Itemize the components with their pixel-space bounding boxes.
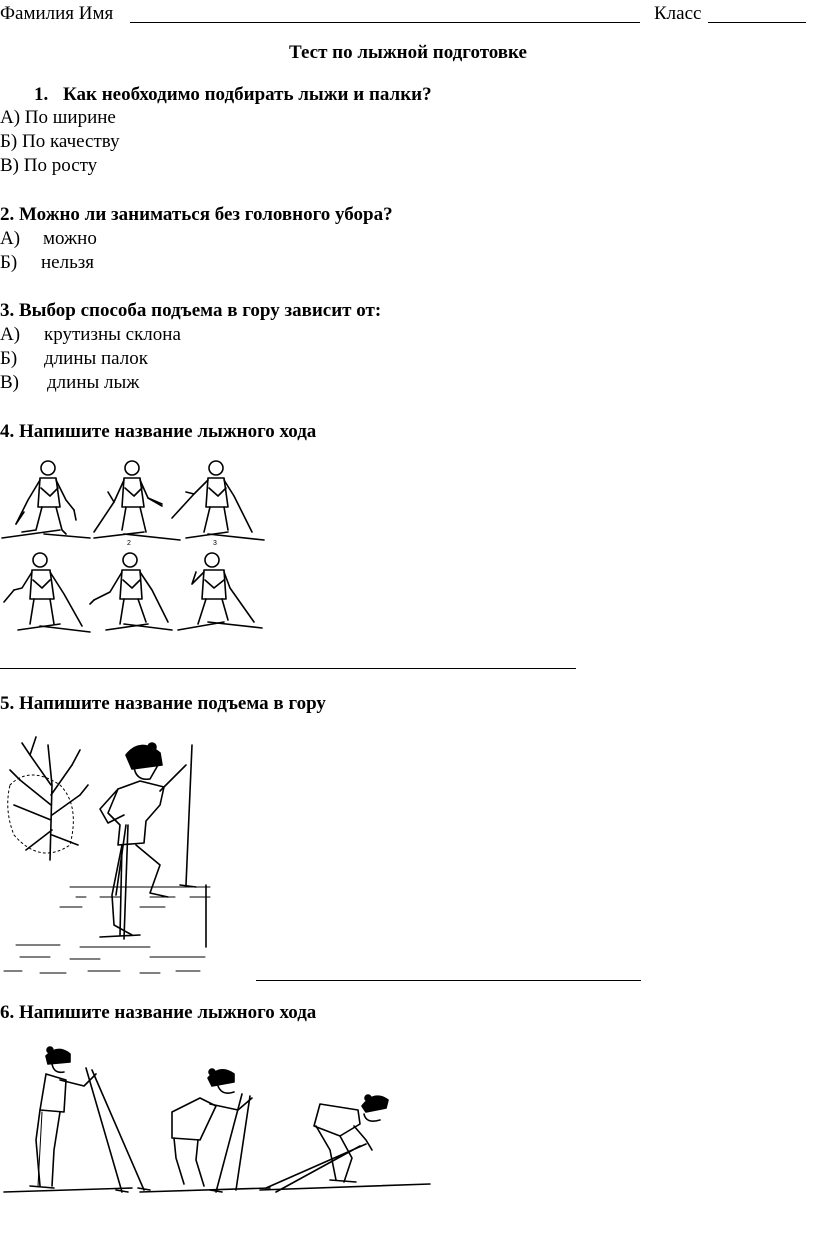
q6-text: 6. Напишите название лыжного хода <box>0 1002 317 1023</box>
q2-option-a-letter: А) <box>0 228 21 249</box>
q1-text: Как необходимо подбирать лыжи и палки? <box>63 84 432 105</box>
q5-answer-line[interactable] <box>256 980 641 981</box>
q3-option-a-text: крутизны склона <box>44 324 181 345</box>
q5-text: 5. Напишите название подъема в гору <box>0 693 326 714</box>
q2-text: 2. Можно ли заниматься без головного убора? <box>0 204 393 225</box>
q3-option-b-letter: Б) <box>0 348 18 369</box>
q1-number: 1. <box>34 84 49 105</box>
q3-option-c-letter: В) <box>0 372 19 393</box>
class-label: Класс <box>654 3 702 24</box>
frame-label-3: 3 <box>213 540 217 547</box>
q1-option-a: А) По ширине <box>0 107 116 128</box>
q4-text: 4. Напишите название лыжного хода <box>0 421 317 442</box>
q4-answer-line[interactable] <box>0 668 576 669</box>
class-field[interactable] <box>708 22 806 23</box>
frame-label-2: 2 <box>127 540 131 547</box>
q1-option-b: Б) По качеству <box>0 131 120 152</box>
skiing-sequence-illustration <box>0 1040 440 1200</box>
page-title: Тест по лыжной подготовке <box>289 42 527 63</box>
q2-option-b-letter: Б) <box>0 252 18 273</box>
q2-option-a-text: можно <box>43 228 97 249</box>
q3-option-b-text: длины палок <box>44 348 148 369</box>
q3-option-c-text: длины лыж <box>47 372 140 393</box>
q2-option-b-text: нельзя <box>41 252 94 273</box>
uphill-climb-illustration <box>0 725 230 980</box>
q3-text: 3. Выбор способа подъема в гору зависит от: <box>0 300 382 321</box>
skiing-technique-sequence-illustration <box>0 452 270 637</box>
surname-name-field[interactable] <box>130 22 640 23</box>
q1-option-c: В) По росту <box>0 155 98 176</box>
q3-option-a-letter: А) <box>0 324 21 345</box>
surname-name-label: Фамилия Имя <box>0 3 114 24</box>
tree-icon <box>8 737 88 860</box>
